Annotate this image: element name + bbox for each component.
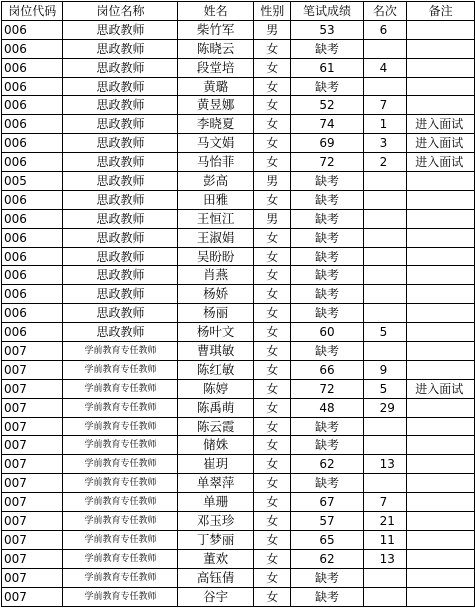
- cell-rank: 21: [363, 512, 407, 531]
- cell-post-name: 学前教育专任教师: [63, 493, 178, 512]
- cell-post-code: 006: [2, 266, 63, 285]
- cell-gender: 女: [253, 134, 290, 153]
- cell-remark: 进入面试: [407, 379, 475, 398]
- cell-score: 67: [291, 493, 363, 512]
- cell-gender: 女: [253, 342, 290, 361]
- cell-post-code: 006: [2, 20, 63, 39]
- cell-name: 储姝: [178, 436, 254, 455]
- cell-gender: 女: [253, 379, 290, 398]
- cell-gender: 女: [253, 266, 290, 285]
- cell-post-code: 007: [2, 379, 63, 398]
- cell-gender: 女: [253, 417, 290, 436]
- cell-score: 缺考: [291, 39, 363, 58]
- cell-rank: [363, 228, 407, 247]
- cell-score: 69: [291, 134, 363, 153]
- cell-name: 杨丽: [178, 304, 254, 323]
- cell-post-code: 007: [2, 417, 63, 436]
- cell-post-name: 学前教育专任教师: [63, 587, 178, 606]
- cell-post-code: 006: [2, 209, 63, 228]
- cell-post-code: 005: [2, 172, 63, 191]
- cell-post-code: 007: [2, 436, 63, 455]
- cell-post-code: 006: [2, 285, 63, 304]
- cell-name: 柴竹军: [178, 20, 254, 39]
- cell-gender: 女: [253, 96, 290, 115]
- cell-post-name: 思政教师: [63, 58, 178, 77]
- cell-score: 53: [291, 20, 363, 39]
- cell-rank: [363, 77, 407, 96]
- cell-post-code: 007: [2, 512, 63, 531]
- header-row: [2, 2, 475, 21]
- cell-name: 陈婷: [178, 379, 254, 398]
- cell-remark: [407, 266, 475, 285]
- cell-remark: [407, 228, 475, 247]
- cell-name: 马怡菲: [178, 153, 254, 172]
- cell-post-name: 学前教育专任教师: [63, 436, 178, 455]
- cell-score: 74: [291, 115, 363, 134]
- cell-gender: 女: [253, 58, 290, 77]
- cell-remark: [407, 342, 475, 361]
- cell-name: 杨叶文: [178, 323, 254, 342]
- cell-post-code: 006: [2, 134, 63, 153]
- cell-post-code: 007: [2, 549, 63, 568]
- cell-rank: [363, 342, 407, 361]
- header-post-code: 岗位代码: [2, 2, 63, 21]
- table-row: [2, 474, 475, 493]
- cell-remark: [407, 96, 475, 115]
- cell-gender: 女: [253, 474, 290, 493]
- cell-score: 65: [291, 530, 363, 549]
- cell-post-code: 007: [2, 587, 63, 606]
- cell-score: 60: [291, 323, 363, 342]
- cell-remark: [407, 304, 475, 323]
- table-row: [2, 360, 475, 379]
- table-body: [2, 20, 475, 606]
- table-row: [2, 530, 475, 549]
- cell-score: 缺考: [291, 587, 363, 606]
- cell-post-name: 思政教师: [63, 115, 178, 134]
- cell-name: 邓玉珍: [178, 512, 254, 531]
- cell-post-name: 思政教师: [63, 209, 178, 228]
- cell-rank: 11: [363, 530, 407, 549]
- cell-name: 黄璐: [178, 77, 254, 96]
- cell-score: 缺考: [291, 474, 363, 493]
- cell-score: 48: [291, 398, 363, 417]
- cell-score: 61: [291, 58, 363, 77]
- cell-remark: [407, 549, 475, 568]
- cell-post-code: 007: [2, 360, 63, 379]
- cell-score: 62: [291, 549, 363, 568]
- cell-post-code: 007: [2, 342, 63, 361]
- cell-post-code: 006: [2, 228, 63, 247]
- cell-rank: 7: [363, 96, 407, 115]
- cell-post-name: 学前教育专任教师: [63, 417, 178, 436]
- cell-remark: [407, 247, 475, 266]
- cell-post-name: 学前教育专任教师: [63, 379, 178, 398]
- cell-name: 董欢: [178, 549, 254, 568]
- cell-post-code: 007: [2, 568, 63, 587]
- cell-score: 缺考: [291, 228, 363, 247]
- table-row: [2, 568, 475, 587]
- cell-score: 缺考: [291, 77, 363, 96]
- cell-post-name: 思政教师: [63, 20, 178, 39]
- table-row: [2, 77, 475, 96]
- cell-name: 田雅: [178, 190, 254, 209]
- cell-score: 72: [291, 153, 363, 172]
- cell-remark: [407, 436, 475, 455]
- cell-gender: 女: [253, 115, 290, 134]
- cell-remark: [407, 455, 475, 474]
- cell-remark: [407, 39, 475, 58]
- header-name: 姓名: [178, 2, 254, 21]
- cell-gender: 男: [253, 20, 290, 39]
- cell-gender: 女: [253, 304, 290, 323]
- cell-score: 52: [291, 96, 363, 115]
- cell-rank: [363, 247, 407, 266]
- cell-post-name: 学前教育专任教师: [63, 360, 178, 379]
- table-row: [2, 512, 475, 531]
- cell-gender: 女: [253, 228, 290, 247]
- cell-post-name: 思政教师: [63, 134, 178, 153]
- cell-post-code: 006: [2, 153, 63, 172]
- cell-rank: [363, 172, 407, 191]
- cell-post-code: 006: [2, 304, 63, 323]
- cell-score: 57: [291, 512, 363, 531]
- cell-rank: [363, 417, 407, 436]
- cell-score: 缺考: [291, 568, 363, 587]
- cell-remark: [407, 58, 475, 77]
- cell-post-name: 学前教育专任教师: [63, 398, 178, 417]
- cell-remark: [407, 568, 475, 587]
- cell-name: 王恒江: [178, 209, 254, 228]
- cell-post-code: 006: [2, 115, 63, 134]
- table-row: [2, 228, 475, 247]
- cell-remark: [407, 398, 475, 417]
- cell-gender: 男: [253, 209, 290, 228]
- cell-name: 黄昱娜: [178, 96, 254, 115]
- table-row: [2, 247, 475, 266]
- table-row: [2, 20, 475, 39]
- cell-name: 单珊: [178, 493, 254, 512]
- table-row: [2, 587, 475, 606]
- cell-remark: [407, 20, 475, 39]
- header-gender: 性别: [253, 2, 290, 21]
- cell-rank: [363, 436, 407, 455]
- cell-post-name: 思政教师: [63, 323, 178, 342]
- cell-remark: [407, 190, 475, 209]
- cell-remark: [407, 474, 475, 493]
- cell-name: 丁梦丽: [178, 530, 254, 549]
- table-row: [2, 39, 475, 58]
- table-row: [2, 172, 475, 191]
- cell-post-code: 006: [2, 96, 63, 115]
- cell-gender: 女: [253, 549, 290, 568]
- cell-rank: [363, 209, 407, 228]
- cell-score: 62: [291, 455, 363, 474]
- cell-remark: [407, 285, 475, 304]
- cell-post-name: 学前教育专任教师: [63, 342, 178, 361]
- cell-rank: 7: [363, 493, 407, 512]
- cell-name: 段堂培: [178, 58, 254, 77]
- cell-post-code: 006: [2, 247, 63, 266]
- cell-rank: 9: [363, 360, 407, 379]
- cell-score: 缺考: [291, 190, 363, 209]
- cell-name: 谷宇: [178, 587, 254, 606]
- cell-remark: 进入面试: [407, 134, 475, 153]
- cell-gender: 女: [253, 247, 290, 266]
- cell-post-name: 思政教师: [63, 304, 178, 323]
- cell-post-code: 006: [2, 77, 63, 96]
- table-row: [2, 398, 475, 417]
- cell-rank: 2: [363, 153, 407, 172]
- cell-gender: 女: [253, 455, 290, 474]
- cell-post-code: 007: [2, 398, 63, 417]
- cell-rank: [363, 474, 407, 493]
- cell-post-code: 006: [2, 39, 63, 58]
- cell-name: 彭高: [178, 172, 254, 191]
- cell-remark: 进入面试: [407, 153, 475, 172]
- table-row: [2, 96, 475, 115]
- cell-rank: [363, 285, 407, 304]
- cell-post-name: 学前教育专任教师: [63, 455, 178, 474]
- cell-remark: [407, 172, 475, 191]
- cell-rank: [363, 39, 407, 58]
- cell-rank: [363, 266, 407, 285]
- cell-rank: 3: [363, 134, 407, 153]
- table-row: [2, 436, 475, 455]
- cell-gender: 女: [253, 436, 290, 455]
- cell-remark: [407, 530, 475, 549]
- cell-post-code: 007: [2, 474, 63, 493]
- table-row: [2, 115, 475, 134]
- cell-post-code: 007: [2, 530, 63, 549]
- cell-score: 72: [291, 379, 363, 398]
- table-row: [2, 153, 475, 172]
- header-remark: 备注: [407, 2, 475, 21]
- table-row: [2, 58, 475, 77]
- cell-score: 缺考: [291, 417, 363, 436]
- cell-name: 陈禹萌: [178, 398, 254, 417]
- cell-rank: [363, 190, 407, 209]
- table-row: [2, 455, 475, 474]
- cell-post-name: 学前教育专任教师: [63, 568, 178, 587]
- cell-rank: 13: [363, 455, 407, 474]
- cell-score: 缺考: [291, 342, 363, 361]
- cell-gender: 女: [253, 323, 290, 342]
- cell-score: 缺考: [291, 285, 363, 304]
- table-row: [2, 304, 475, 323]
- cell-rank: [363, 587, 407, 606]
- cell-gender: 女: [253, 190, 290, 209]
- table-row: [2, 209, 475, 228]
- cell-post-name: 思政教师: [63, 190, 178, 209]
- cell-post-name: 思政教师: [63, 153, 178, 172]
- cell-post-code: 007: [2, 493, 63, 512]
- cell-rank: 6: [363, 20, 407, 39]
- cell-name: 单翠萍: [178, 474, 254, 493]
- cell-post-name: 思政教师: [63, 96, 178, 115]
- cell-post-code: 006: [2, 58, 63, 77]
- table-row: [2, 493, 475, 512]
- cell-post-name: 思政教师: [63, 285, 178, 304]
- cell-name: 王淑娟: [178, 228, 254, 247]
- cell-name: 陈晓云: [178, 39, 254, 58]
- cell-gender: 女: [253, 39, 290, 58]
- cell-remark: [407, 587, 475, 606]
- cell-name: 陈红敏: [178, 360, 254, 379]
- cell-remark: [407, 360, 475, 379]
- cell-remark: [407, 77, 475, 96]
- cell-gender: 女: [253, 530, 290, 549]
- cell-rank: [363, 568, 407, 587]
- cell-post-name: 学前教育专任教师: [63, 530, 178, 549]
- cell-name: 李晓夏: [178, 115, 254, 134]
- cell-name: 陈云霞: [178, 417, 254, 436]
- cell-gender: 女: [253, 285, 290, 304]
- cell-remark: [407, 323, 475, 342]
- cell-remark: [407, 209, 475, 228]
- cell-name: 肖燕: [178, 266, 254, 285]
- cell-score: 缺考: [291, 172, 363, 191]
- cell-post-code: 007: [2, 455, 63, 474]
- table-row: [2, 323, 475, 342]
- cell-score: 缺考: [291, 247, 363, 266]
- cell-name: 崔玥: [178, 455, 254, 474]
- cell-rank: 1: [363, 115, 407, 134]
- cell-score: 缺考: [291, 304, 363, 323]
- cell-remark: [407, 493, 475, 512]
- cell-remark: 进入面试: [407, 115, 475, 134]
- cell-score: 缺考: [291, 209, 363, 228]
- cell-score: 66: [291, 360, 363, 379]
- results-table: [1, 1, 475, 607]
- cell-gender: 女: [253, 512, 290, 531]
- table-row: [2, 549, 475, 568]
- cell-post-name: 学前教育专任教师: [63, 549, 178, 568]
- cell-gender: 女: [253, 568, 290, 587]
- cell-gender: 男: [253, 172, 290, 191]
- cell-remark: [407, 512, 475, 531]
- cell-name: 马文娟: [178, 134, 254, 153]
- cell-post-name: 思政教师: [63, 266, 178, 285]
- cell-post-name: 学前教育专任教师: [63, 474, 178, 493]
- cell-name: 曹琪敏: [178, 342, 254, 361]
- header-score: 笔试成绩: [291, 2, 363, 21]
- cell-rank: 29: [363, 398, 407, 417]
- cell-remark: [407, 417, 475, 436]
- cell-gender: 女: [253, 493, 290, 512]
- table-row: [2, 379, 475, 398]
- table-row: [2, 134, 475, 153]
- cell-gender: 女: [253, 587, 290, 606]
- cell-score: 缺考: [291, 266, 363, 285]
- cell-post-code: 006: [2, 323, 63, 342]
- cell-post-name: 思政教师: [63, 77, 178, 96]
- cell-name: 高钰倩: [178, 568, 254, 587]
- cell-name: 杨娇: [178, 285, 254, 304]
- cell-post-code: 006: [2, 190, 63, 209]
- cell-rank: 13: [363, 549, 407, 568]
- header-rank: 名次: [363, 2, 407, 21]
- cell-rank: 5: [363, 323, 407, 342]
- cell-gender: 女: [253, 360, 290, 379]
- cell-post-name: 思政教师: [63, 228, 178, 247]
- cell-gender: 女: [253, 77, 290, 96]
- cell-post-name: 思政教师: [63, 39, 178, 58]
- cell-score: 缺考: [291, 436, 363, 455]
- table-row: [2, 342, 475, 361]
- cell-post-name: 学前教育专任教师: [63, 512, 178, 531]
- header-post-name: 岗位名称: [63, 2, 178, 21]
- table-row: [2, 285, 475, 304]
- cell-name: 吴盼盼: [178, 247, 254, 266]
- cell-post-name: 思政教师: [63, 247, 178, 266]
- table-row: [2, 266, 475, 285]
- table-row: [2, 190, 475, 209]
- table-row: [2, 417, 475, 436]
- cell-post-name: 思政教师: [63, 172, 178, 191]
- cell-gender: 女: [253, 398, 290, 417]
- cell-rank: 4: [363, 58, 407, 77]
- cell-rank: 5: [363, 379, 407, 398]
- cell-gender: 女: [253, 153, 290, 172]
- cell-rank: [363, 304, 407, 323]
